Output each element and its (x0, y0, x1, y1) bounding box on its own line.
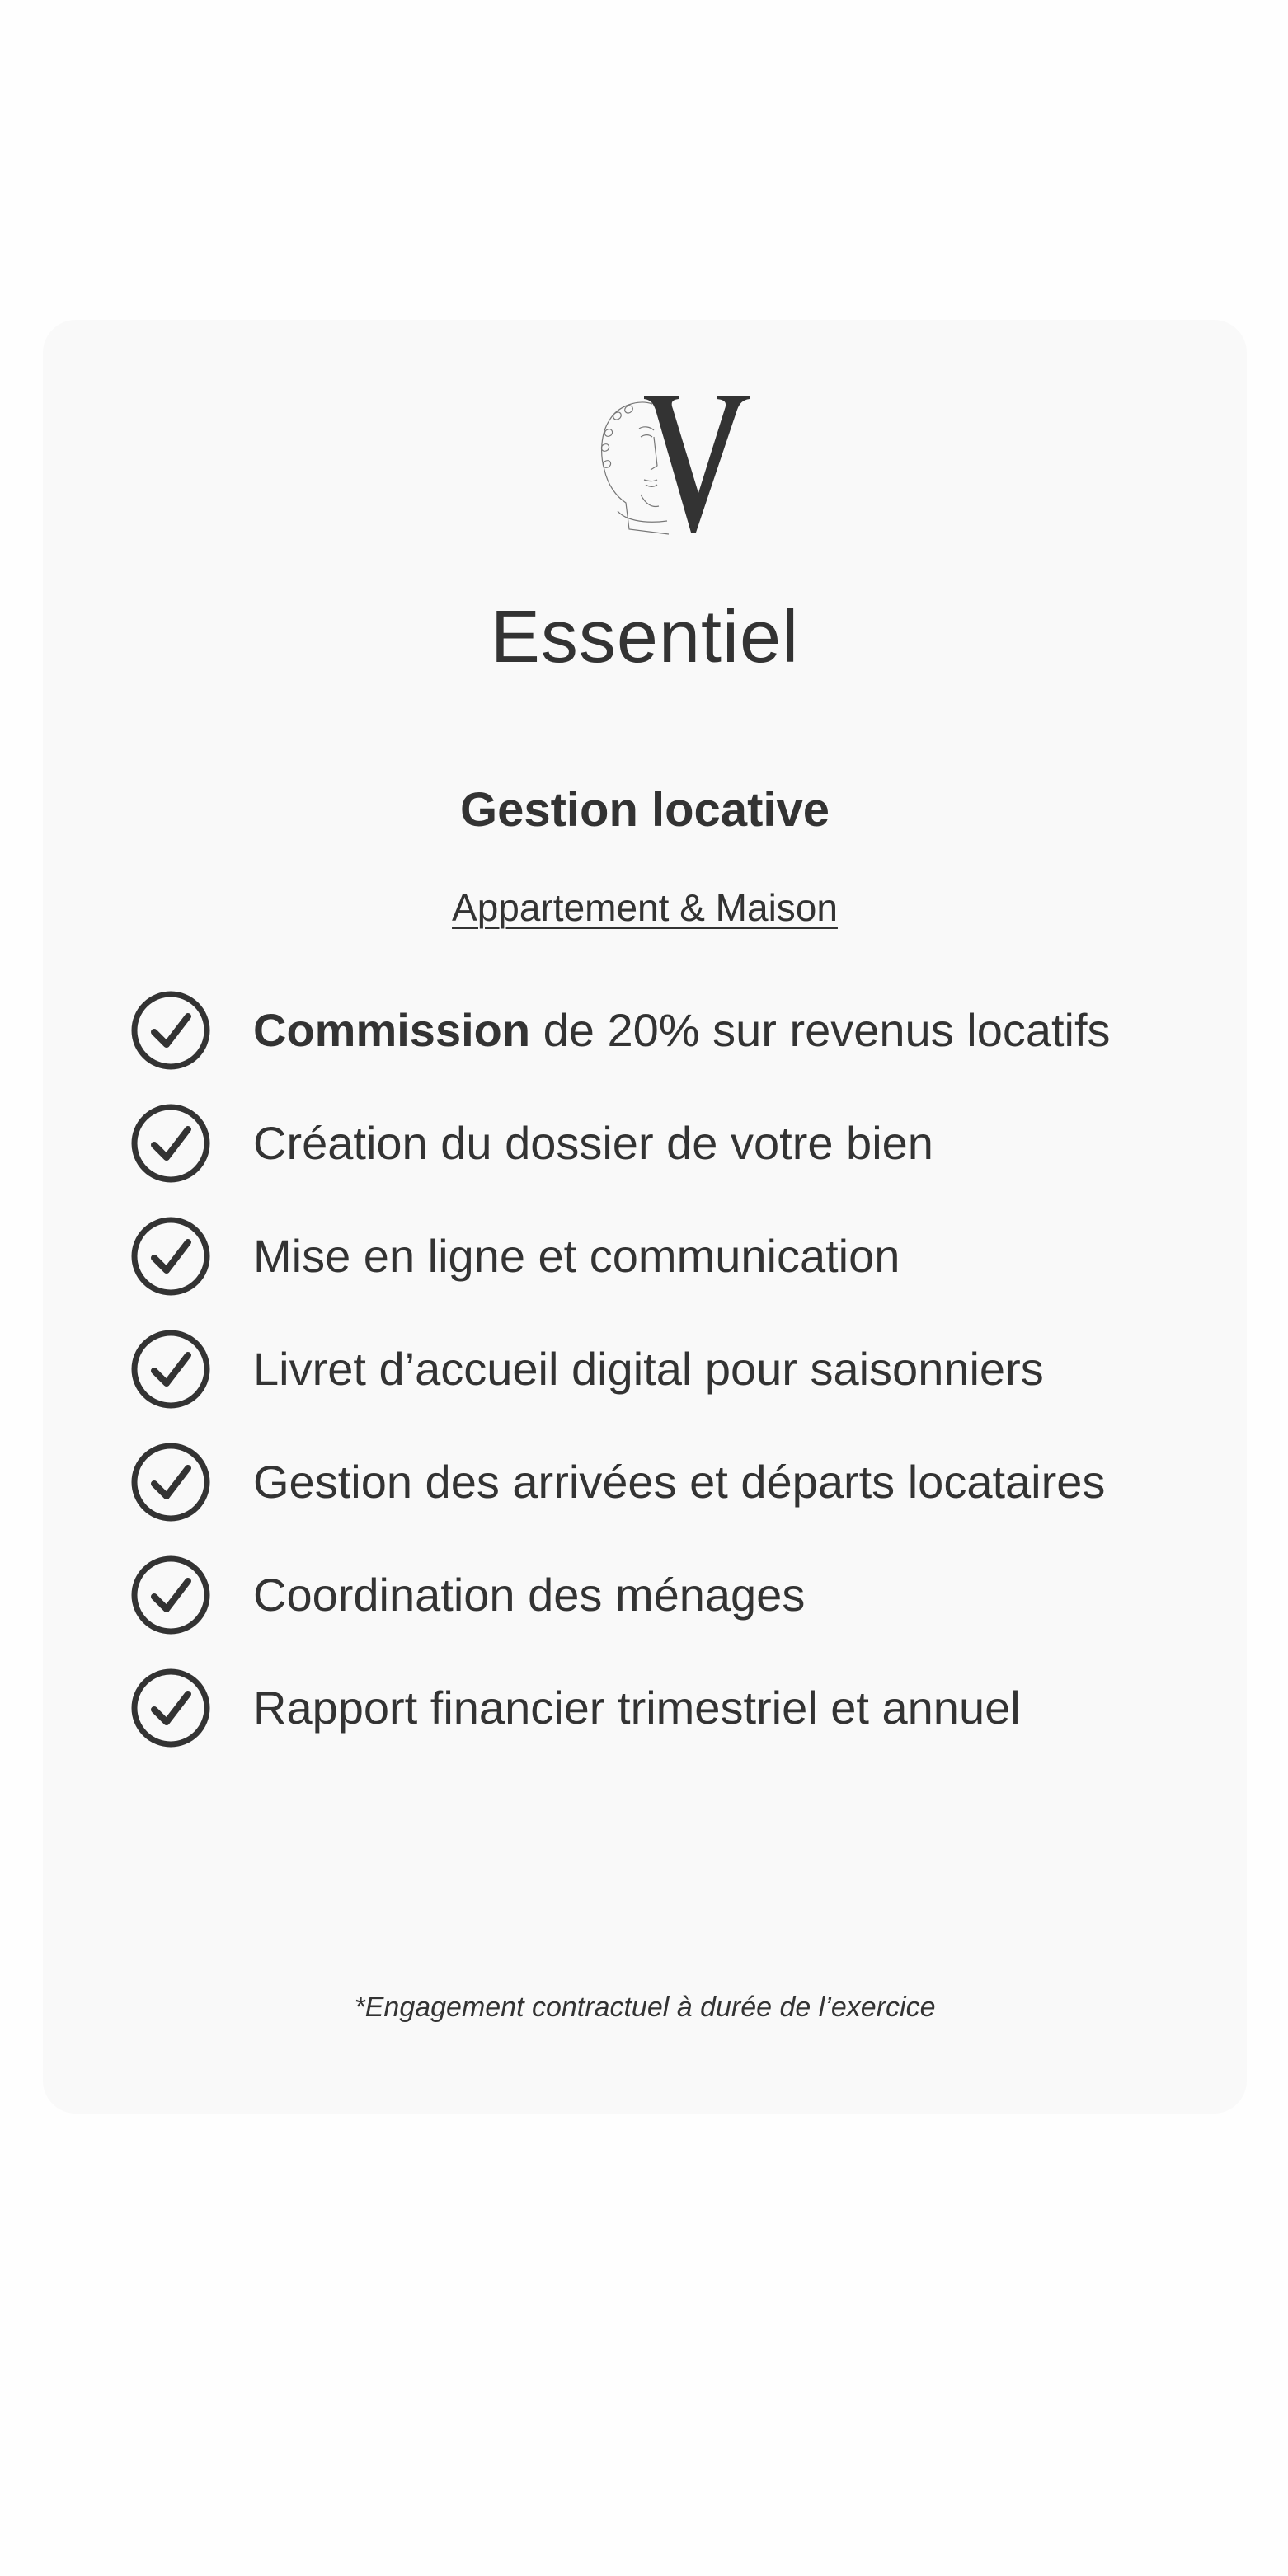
feature-label: Mise en ligne et communication (253, 1229, 900, 1282)
check-circle-icon (129, 1441, 212, 1523)
feature-label: Création du dossier de votre bien (253, 1116, 933, 1169)
check-circle-icon (129, 1215, 212, 1297)
section-title: Gestion locative (459, 783, 830, 837)
feature-item-livret (129, 1312, 1218, 1425)
feature-item-arrivees (129, 1425, 1218, 1538)
feature-item-commission (129, 974, 1218, 1086)
feature-label: Gestion des arrivées et départs locataires (253, 1455, 1106, 1508)
plan-title: Essentiel (490, 596, 800, 678)
feature-item-mise-en-ligne (129, 1199, 1218, 1312)
pricing-card (43, 320, 1247, 2114)
feature-label (253, 1003, 1111, 1056)
feature-item-menages (129, 1538, 1218, 1651)
check-circle-icon (129, 1554, 212, 1636)
footnote: *Engagement contractuel à durée de l’exercice (354, 1992, 936, 2023)
property-type-subtitle: Appartement & Maison (452, 886, 838, 929)
feature-list (129, 974, 1218, 1764)
feature-label: Rapport financier trimestriel et annuel (253, 1681, 1021, 1734)
feature-label: Coordination des ménages (253, 1568, 806, 1621)
feature-label: Livret d’accueil digital pour saisonniers (253, 1342, 1044, 1395)
logo-icon (593, 387, 766, 544)
feature-item-rapport (129, 1651, 1218, 1764)
feature-label-bold: Commission (253, 1003, 531, 1056)
check-circle-icon (129, 1328, 212, 1410)
check-circle-icon (129, 989, 212, 1072)
check-circle-icon (129, 1102, 212, 1185)
feature-label-rest: de 20% sur revenus locatifs (530, 1003, 1111, 1056)
check-circle-icon (129, 1667, 212, 1749)
feature-item-dossier (129, 1086, 1218, 1199)
